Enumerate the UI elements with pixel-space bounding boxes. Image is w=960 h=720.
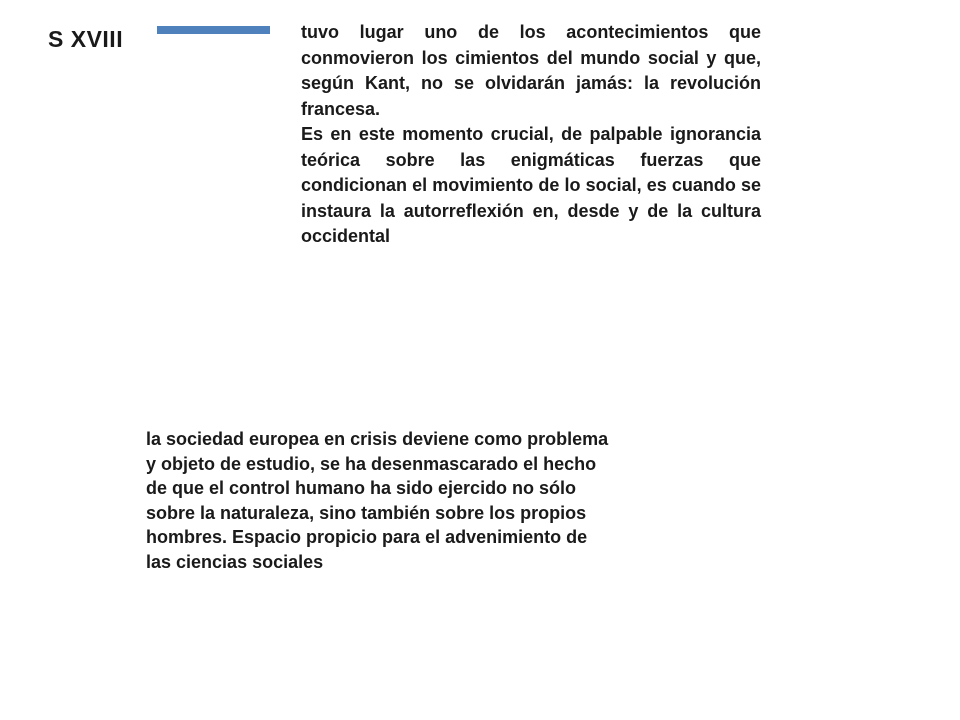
- text-block-right: [301, 20, 761, 250]
- paragraph-social-sciences: la sociedad europea en crisis deviene como problema y objeto de estudio, se ha desenmascarado el hecho de que el control humano ha sido ejercido no sólo sobre la naturaleza, sino también sobre los propios hombres. Espacio propicio para el advenimiento de las ciencias sociales: [146, 429, 609, 572]
- paragraph-revolution: tuvo lugar uno de los acontecimientos que conmovieron los cimientos del mundo social y que, según Kant, no se olvidarán jamás: la revolución francesa.: [301, 22, 761, 119]
- paragraph-self-reflection: Es en este momento crucial, de palpable ignorancia teórica sobre las enigmáticas fuerzas que condicionan el movimiento de lo social, es cuando se instaura la autorreflexión en, desde y de la cultura occidental: [301, 124, 761, 246]
- slide-title: S XVIII: [48, 26, 124, 52]
- accent-bar: [157, 26, 270, 34]
